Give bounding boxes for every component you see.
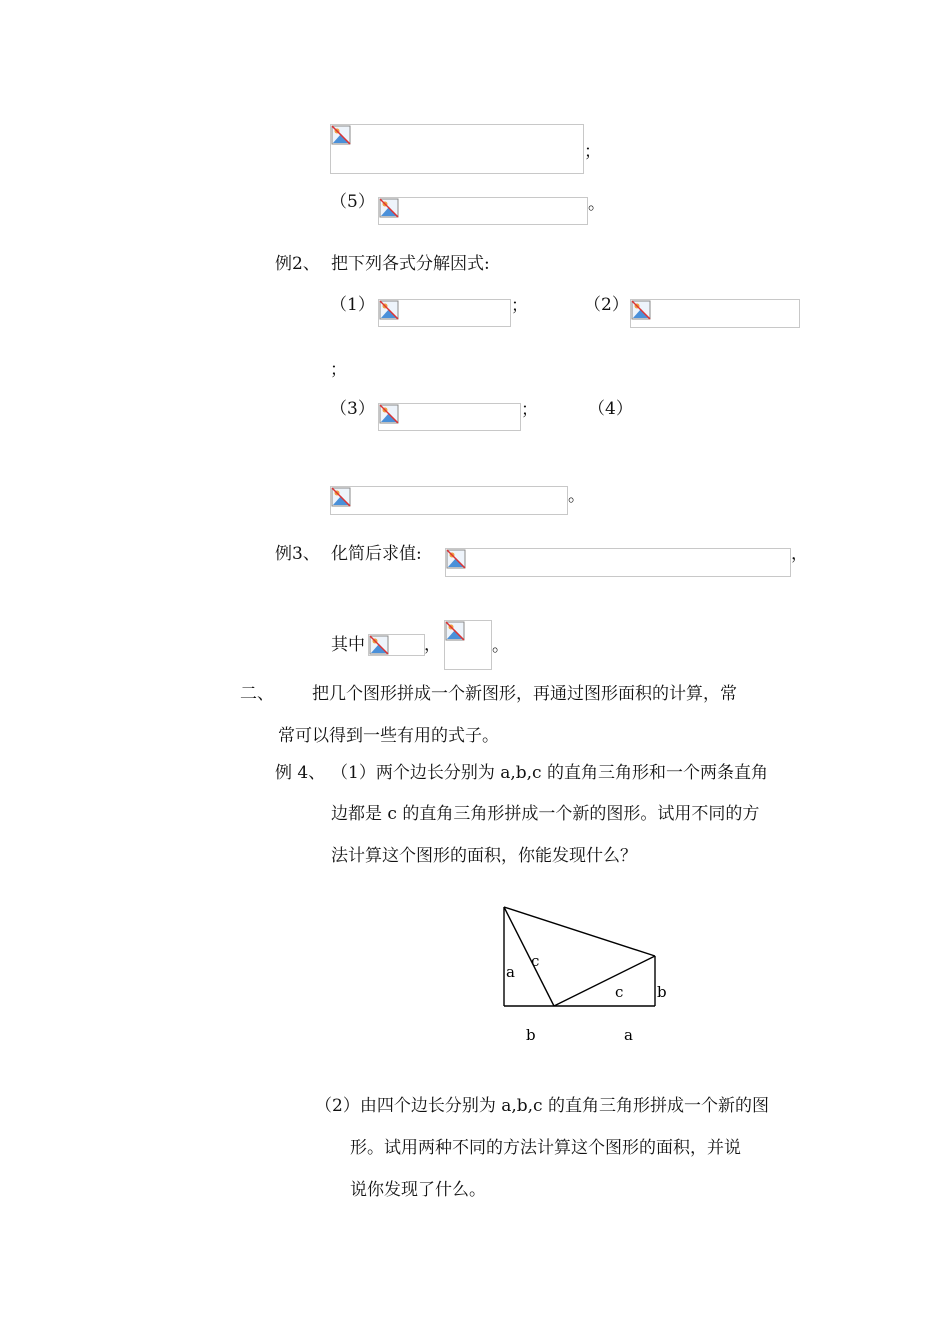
section-2-line-2: 常可以得到一些有用的式子。 — [278, 726, 499, 746]
ex3-condition-1 — [368, 634, 425, 656]
broken-image-icon — [631, 300, 651, 320]
semicolon: ； — [521, 400, 538, 420]
example-4-part-1-line-3: 法计算这个图形的面积，你能发现什么？ — [331, 846, 637, 866]
semicolon: ； — [511, 296, 528, 316]
formula-image-4 — [330, 124, 584, 174]
example-4-label: 例 4、 — [275, 763, 326, 783]
example-3-title: 化简后求值: — [331, 544, 422, 564]
broken-image-icon — [369, 635, 389, 655]
semicolon: ； — [584, 142, 601, 162]
section-2-line-1: 把几个图形拼成一个新图形，再通过图形面积的计算，常 — [312, 684, 737, 704]
broken-image-icon — [379, 198, 399, 218]
item-5-label: （5） — [330, 192, 375, 212]
example-4-part-2-line-1: （2）由四个边长分别为 a,b,c 的直角三角形拼成一个新的图 — [315, 1096, 769, 1116]
broken-image-icon — [446, 549, 466, 569]
section-2-label: 二、 — [240, 684, 274, 704]
example-4-part-1-line-2: 边都是 c 的直角三角形拼成一个新的图形。试用不同的方 — [331, 804, 760, 824]
label-b-bottom: b — [526, 1026, 536, 1044]
period: 。 — [568, 486, 585, 506]
broken-image-icon — [331, 125, 351, 145]
broken-image-icon — [445, 621, 465, 641]
ex2-formula-4 — [330, 486, 568, 515]
period: 。 — [492, 636, 509, 656]
period: 。 — [588, 194, 605, 214]
ex3-condition-2 — [444, 620, 492, 670]
example-3-label: 例3、 — [275, 544, 320, 564]
ex2-formula-3 — [378, 403, 521, 431]
broken-image-icon — [331, 487, 351, 507]
example-4-part-1-line-1: （1）两个边长分别为 a,b,c 的直角三角形和一个两条直角 — [331, 763, 768, 783]
hypotenuse-right — [554, 956, 655, 1006]
ex3-formula — [445, 548, 791, 577]
label-b-right: b — [657, 983, 667, 1001]
ex2-item-4-label: （4） — [588, 399, 633, 419]
label-a-bottom: a — [624, 1026, 633, 1044]
label-a-left: a — [506, 963, 515, 981]
semicolon: ； — [330, 360, 347, 380]
broken-image-icon — [379, 404, 399, 424]
example-4-part-2-line-3: 说你发现了什么。 — [350, 1180, 486, 1200]
example-4-part-2-line-2: 形。试用两种不同的方法计算这个图形的面积，并说 — [350, 1138, 741, 1158]
trapezoid-figure — [490, 895, 680, 1055]
comma: ， — [424, 635, 441, 655]
ex2-formula-2 — [630, 299, 800, 328]
where-text: 其中 — [331, 635, 365, 655]
hypotenuse-left — [504, 907, 554, 1006]
comma: ， — [791, 544, 808, 564]
label-c-right: c — [615, 983, 624, 1001]
label-c-left: c — [531, 952, 540, 970]
ex2-formula-1 — [378, 299, 511, 327]
ex2-item-1-label: （1） — [330, 295, 375, 315]
formula-image-5 — [378, 197, 588, 225]
broken-image-icon — [379, 300, 399, 320]
ex2-item-3-label: （3） — [330, 399, 375, 419]
example-2-label: 例2、 — [275, 254, 320, 274]
ex2-item-2-label: （2） — [584, 295, 629, 315]
edge-top — [504, 907, 655, 956]
example-2-title: 把下列各式分解因式: — [331, 254, 490, 274]
